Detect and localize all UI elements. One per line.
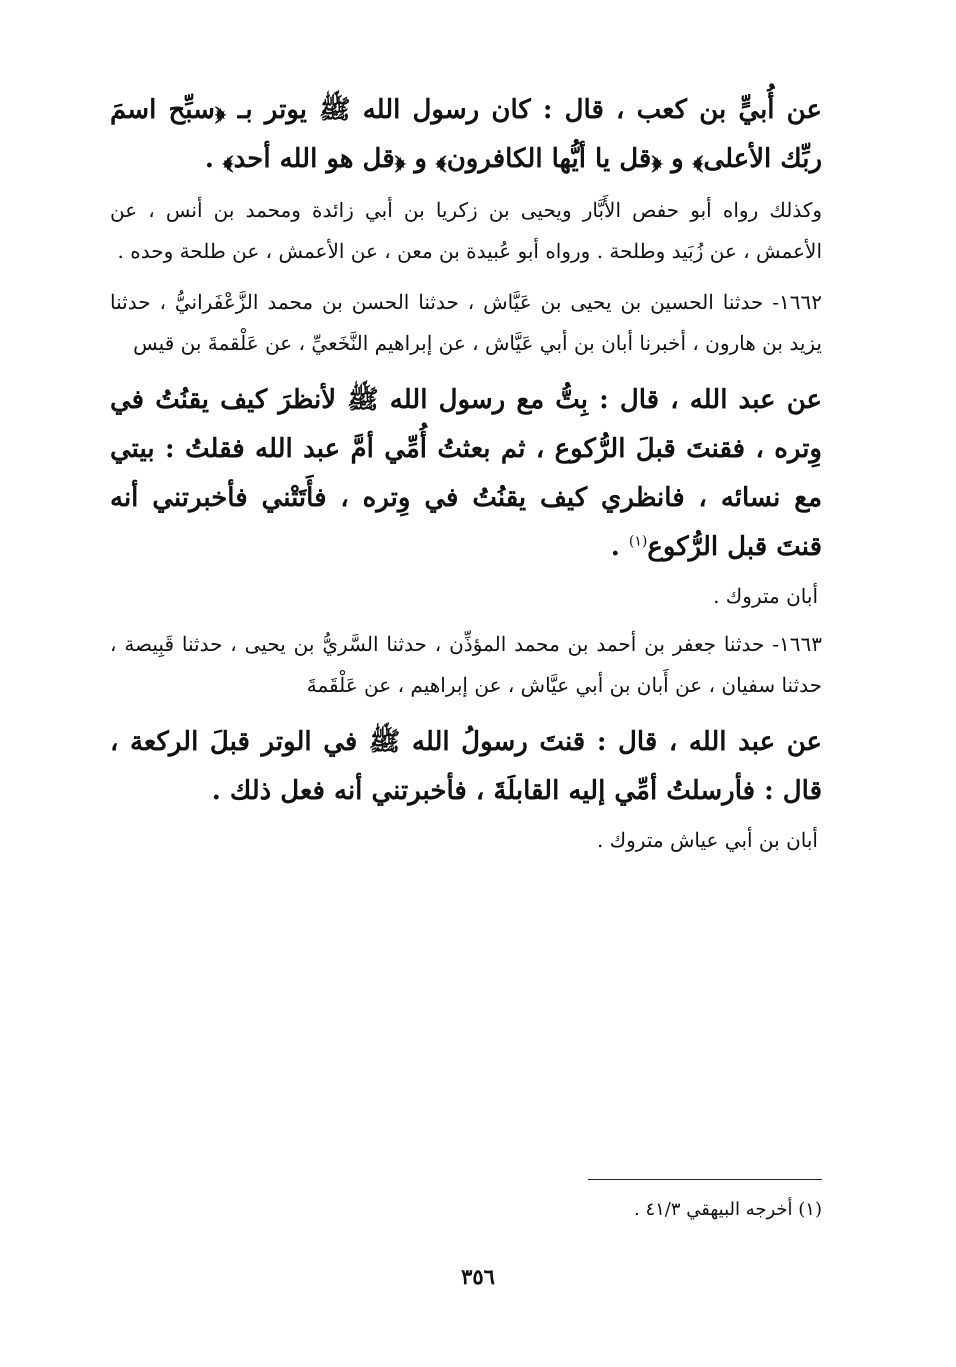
- isnad-paragraph-1663: ١٦٦٣- حدثنا جعفر بن أحمد بن محمد المؤذِّن ، حدثنا السَّريُّ بن يحيى ، حدثنا قَبِيصة ، حدثنا سفيان ، عن أَبان بن أبي عيَّاش ، عن إبراهيم ، عن عَلْقَمةَ: [110, 632, 822, 697]
- footnote-ref[interactable]: (١): [628, 533, 648, 550]
- verdict-line: أبان متروك .: [713, 584, 818, 608]
- footnote: (١) أخرجه البيهقي ٤١/٣ .: [633, 1199, 822, 1220]
- footnote-divider: [588, 1179, 822, 1180]
- matn-paragraph: [110, 376, 822, 572]
- matn-paragraph: عن أُبيٍّ بن كعب ، قال : كان رسول الله ﷺ يوتر بـ ﴿سبِّح اسمَ ربِّك الأعلى﴾ و ﴿قل يا أيُّها الكافرون﴾ و ﴿قل هو الله أحد﴾ .: [110, 95, 822, 174]
- matn-paragraph: عن عبد الله ، قال : قنتَ رسولُ الله ﷺ في الوتر قبلَ الركعة ، قال : فأرسلتُ أمِّي إليه القابلَةَ ، فأخبرتني أنه فعل ذلك .: [110, 727, 822, 806]
- page-body: [110, 86, 822, 860]
- matn-text: عن عبد الله ، قال : بِتُّ مع رسول الله ﷺ لأنظرَ كيف يقنُتُ في وِتره ، فقنتَ قبلَ الرُّكوع ، ثم بعثتُ أُمِّي أمَّ عبد الله فقلتُ : بيتي مع نسائه ، فانظري كيف يقنُتُ في وِتره ، فأَتَتْني فأخبرتني أنه قنتَ قبل الرُّكوع: [110, 385, 822, 562]
- verdict-line: أبان بن أبي عياش متروك .: [596, 828, 818, 852]
- isnad-paragraph: وكذلك رواه أبو حفص الأَبَّار ويحيى بن زكريا بن أبي زائدة ومحمد بن أنس ، عن الأعمش ، عن زُبَيد وطلحة . ورواه أبو عُبيدة بن معن ، عن الأعمش ، عن طلحة وحده .: [110, 198, 822, 263]
- matn-tail: .: [610, 532, 629, 562]
- page-number: ٣٥٦: [461, 1264, 495, 1289]
- isnad-paragraph-1662: ١٦٦٢- حدثنا الحسين بن يحيى بن عَيَّاش ، حدثنا الحسن بن محمد الزَّعْفَرانيُّ ، حدثنا يزيد بن هارون ، أخبرنا أبان بن أبي عَيَّاش ، عن إبراهيم النَّخَعيِّ ، عن عَلْقمةَ بن قيس: [110, 290, 822, 355]
